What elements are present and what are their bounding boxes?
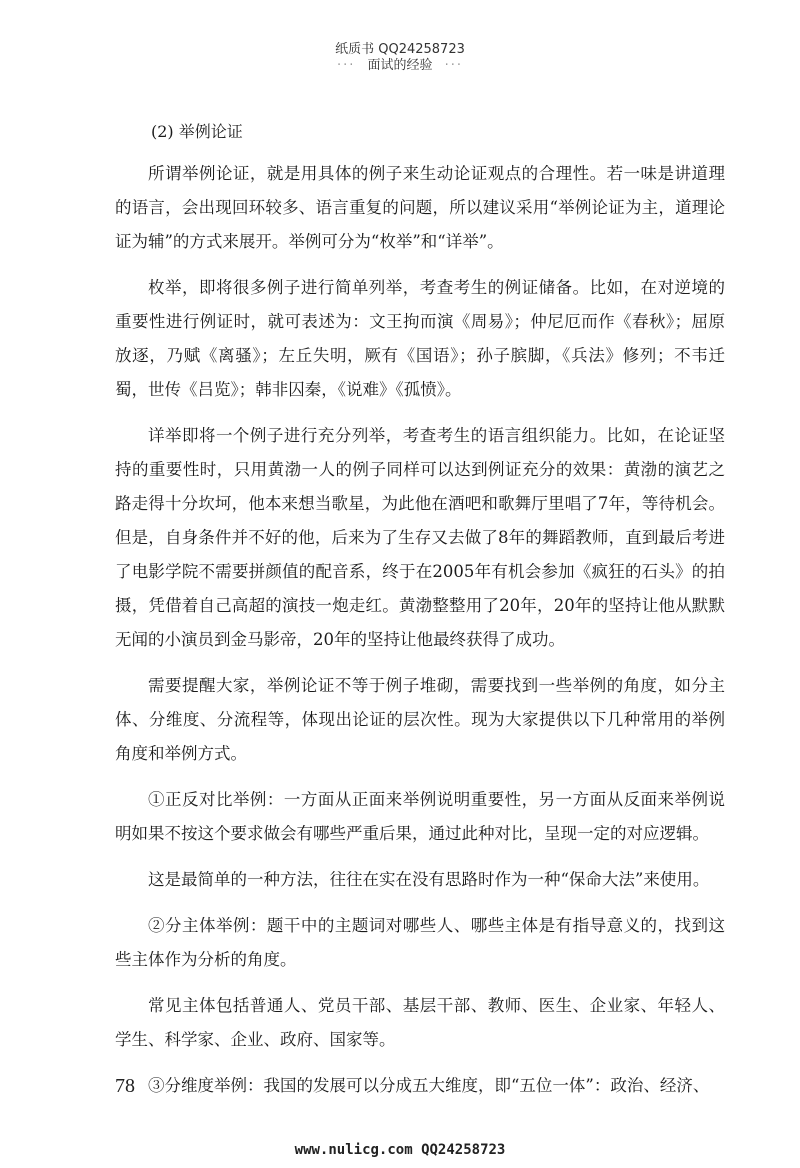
paragraph-method-2-subjects: 常见主体包括普通人、党员干部、基层干部、教师、医生、企业家、年轻人、学生、科学家、企业、政府、国家等。 [115, 996, 725, 1049]
paragraph-enumeration: 枚举，即将很多例子进行简单列举，考查考生的例证储备。比如，在对逆境的重要性进行例证时，就可表述为：文王拘而演《周易》；仲尼厄而作《春秋》；屈原放逐，乃赋《离骚》；左丘失明，厥有《国语》；孙子膑脚，《兵法》修列；不韦迁蜀，世传《吕览》；韩非囚秦，《说难》《孤愤》。 [115, 278, 725, 399]
paragraph-detailed-example: 详举即将一个例子进行充分列举，考查考生的语言组织能力。比如，在论证坚持的重要性时，只用黄渤一人的例子同样可以达到例证充分的效果：黄渤的演艺之路走得十分坎坷，他本来想当歌星，为此他在酒吧和歌舞厅里唱了7年，等待机会。但是，自身条件并不好的他，后来为了生存又去做了8年的舞蹈教师，直到最后考进了电影学院不需要拼颜值的配音系，终于在2005年有机会参加《疯狂的石头》的拍摄，凭借着自己高超的演技一炮走红。黄渤整整用了20年，20年的坚持让他从默默无闻的小演员到金马影帝，20年的坚持让他最终获得了成功。 [115, 426, 725, 649]
watermark-bottom: www.nulicg.com QQ24258723 [294, 1142, 506, 1158]
header-dots-left: ··· [336, 58, 356, 73]
watermark-top: 纸质书 QQ24258723 [335, 42, 465, 57]
paragraph-method-3: ③分维度举例：我国的发展可以分成五大维度，即“五位一体”：政治、经济、 [148, 1076, 710, 1095]
paragraph-definition: 所谓举例论证，就是用具体的例子来生动论证观点的合理性。若一味是讲道理的语言，会出现回环较多、语言重复的问题，所以建议采用“举例论证为主，道理论证为辅”的方式来展开。举例可分为“枚举”和“详举”。 [115, 164, 725, 251]
section-heading: (2) 举例论证 [151, 122, 243, 141]
running-header [0, 54, 800, 73]
paragraph-reminder: 需要提醒大家，举例论证不等于例子堆砌，需要找到一些举例的角度，如分主体、分维度、分流程等，体现出论证的层次性。现为大家提供以下几种常用的举例角度和举例方式。 [115, 676, 725, 763]
paragraph-method-1-note: 这是最简单的一种方法，往往在实在没有思路时作为一种“保命大法”来使用。 [148, 870, 710, 889]
header-dots-right: ··· [444, 58, 464, 73]
header-title: 面试的经验 [367, 58, 433, 73]
paragraph-method-2: ②分主体举例：题干中的主题词对哪些人、哪些主体是有指导意义的，找到这些主体作为分析的角度。 [115, 916, 725, 969]
page-body [115, 115, 725, 1115]
page-number: 78 [115, 1075, 135, 1097]
paragraph-method-1: ①正反对比举例：一方面从正面来举例说明重要性，另一方面从反面来举例说明如果不按这个要求做会有哪些严重后果，通过此种对比，呈现一定的对应逻辑。 [115, 790, 725, 843]
